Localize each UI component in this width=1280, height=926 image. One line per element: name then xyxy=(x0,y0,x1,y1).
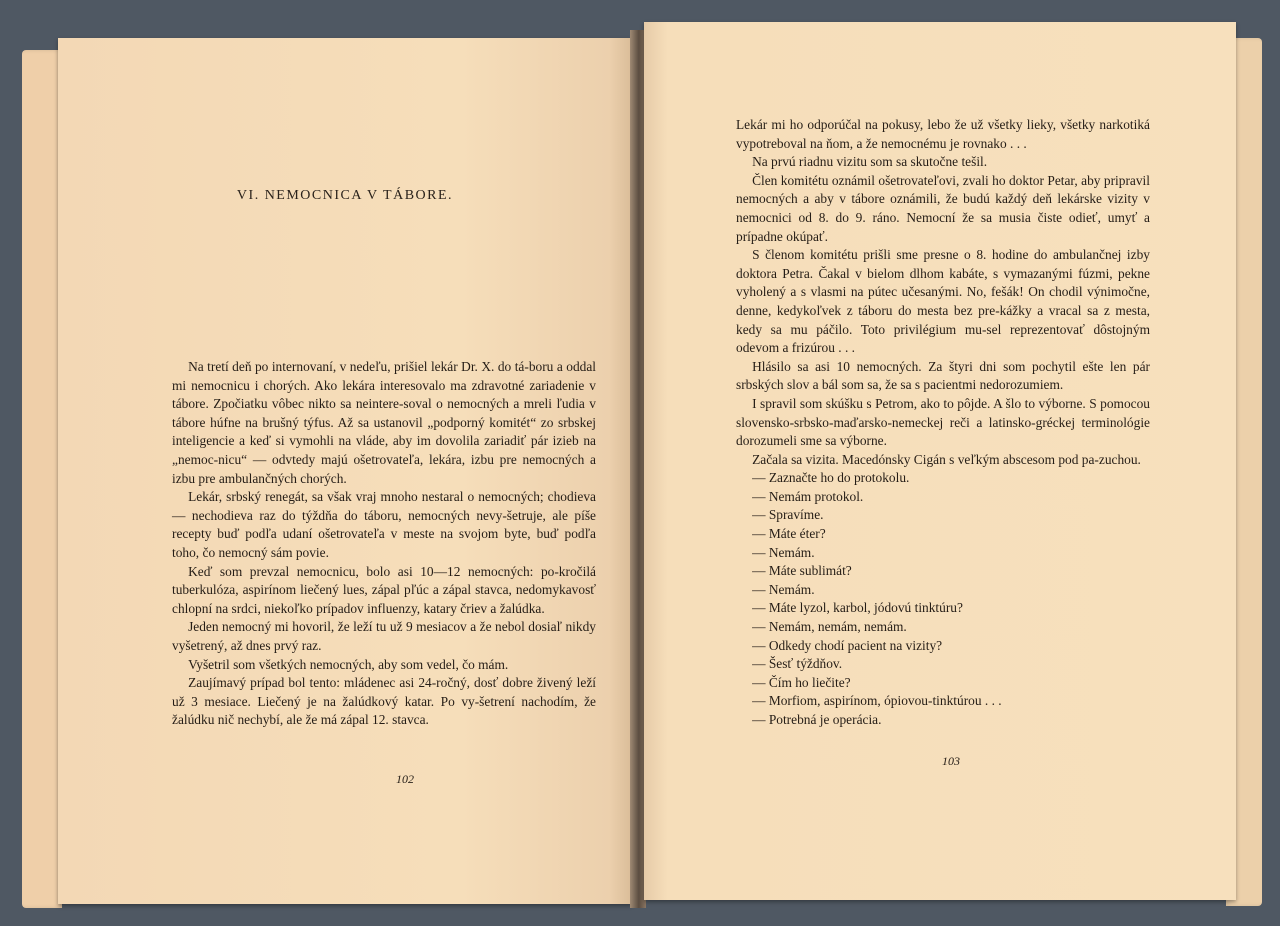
paragraph: Zaujímavý prípad bol tento: mládenec asi 24-ročný, dosť dobre živený leží už 3 mesiace. Liečený je na žalúdkový katar. Po vy-šetrení nachodím, že žalúdku nič nechybí, ale že má zápal 12. stavca. xyxy=(172,675,596,728)
left-page-text xyxy=(172,358,596,730)
page-number-right: 103 xyxy=(942,754,960,768)
dialog-line: — Nemám. xyxy=(752,544,815,560)
paragraph: Keď som prevzal nemocnicu, bolo asi 10—12 nemocných: po-kročilá tuberkulóza, aspirínom liečený lues, zápal pľúc a zápal stavca, nedomykavosť chlopní na srdci, niekoľko prípadov influenzy, katary čriev a žalúdka. xyxy=(172,563,596,616)
paragraph: Začala sa vizita. Macedónsky Cigán s veľkým abscesom pod pa-zuchou. xyxy=(752,451,1141,467)
page-number-left: 102 xyxy=(396,772,414,786)
dialog-line: — Morfiom, aspirínom, ópiovou-tinktúrou . . . xyxy=(752,693,1002,709)
left-page xyxy=(58,38,632,904)
paragraph: Na tretí deň po internovaní, v nedeľu, prišiel lekár Dr. X. do tá-boru a oddal mi nemocnicu i chorých. Ako lekára interesovalo ma zdravotné zariadenie v tábore. Zpočiatku vôbec nikto sa neintere-soval o nemocných a mreli ľudia v tábore húfne na brušný týfus. Až sa ustanovil „podporný komitét“ zo srbskej inteligencie a keď si vymohli na vláde, aby im dovolila zariadiť pár izieb na „nemoc-nicu“ — odvtedy majú ošetrovateľa, lekára, izbu pre nemocných a izbu pre ambulančných chorých. xyxy=(172,359,596,486)
dialog-line: — Nemám. xyxy=(752,581,815,597)
chapter-title: VI. NEMOCNICA V TÁBORE. xyxy=(236,188,454,203)
dialog-line: — Máte lyzol, karbol, jódovú tinktúru? xyxy=(752,600,963,616)
paragraph: I spravil som skúšku s Petrom, ako to pôjde. A šlo to výborne. S pomocou slovensko-srbsko-maďarsko-nemeckej reči a latinsko-gréckej terminológie dorozumeli sme sa výborne. xyxy=(736,395,1150,449)
dialog-line: — Čím ho liečite? xyxy=(752,674,851,690)
dialog-line: — Šesť týždňov. xyxy=(752,656,843,672)
right-page xyxy=(644,22,1236,900)
dialog-line: — Máte éter? xyxy=(752,526,826,542)
paragraph: Člen komitétu oznámil ošetrovateľovi, zvali ho doktor Petar, aby pripravil nemocných a aby v tábore oznámili, že budú každý deň lekárske vizity v nemocnici od 8. do 9. ráno. Nemocní že sa musia čiste odieť, umyť a prípadne okúpať. xyxy=(736,172,1150,244)
paragraph: Jeden nemocný mi hovoril, že leží tu už 9 mesiacov a že nebol dosiaľ nikdy vyšetrený, až dnes prvý raz. xyxy=(172,619,596,653)
dialog-line: — Máte sublimát? xyxy=(752,563,852,579)
paragraph: S členom komitétu prišli sme presne o 8. hodine do ambulančnej izby doktora Petra. Čakal v bielom dlhom kabáte, s vymazanými fúzmi, pekne vyholený a s vlasmi na pútec učesanými. No, fešák! On chodil výnimočne, denne, kedykoľvek z táboru do mesta bez pre-kážky a vracal sa z mesta, kedy sa mu páčilo. Toto privilégium mu-sel reprezentovať dôstojným odevom a frizúrou . . . xyxy=(736,247,1150,356)
right-page-text xyxy=(736,116,1150,730)
dialog-line: — Nemám, nemám, nemám. xyxy=(752,619,907,635)
paragraph: Na prvú riadnu vizitu som sa skutočne tešil. xyxy=(752,154,988,170)
open-book xyxy=(20,16,1264,912)
left-page-edges xyxy=(22,50,62,908)
paragraph: Lekár, srbský renegát, sa však vraj mnoho nestaral o nemocných; chodieva — nechodieva raz do týždňa do táboru, nemocných nevy-šetruje, ale píše recepty buď podľa udaní ošetrovateľa v meste na svojom byte, buď podľa toho, čo nemocný sám povie. xyxy=(172,489,596,560)
dialog-line: — Potrebná je operácia. xyxy=(752,712,882,727)
paragraph: Vyšetril som všetkých nemocných, aby som vedel, čo mám. xyxy=(188,656,509,672)
dialog-line: — Spravíme. xyxy=(752,507,824,523)
dialog-line: — Nemám protokol. xyxy=(752,488,864,504)
paragraph: Lekár mi ho odporúčal na pokusy, lebo že už všetky lieky, všetky narkotiká vypotreboval na ňom, a že nemocnému je rovnako . . . xyxy=(736,117,1150,151)
dialog-line: — Odkedy chodí pacient na vizity? xyxy=(752,637,943,653)
dialog-line: — Zaznačte ho do protokolu. xyxy=(752,470,910,486)
paragraph: Hlásilo sa asi 10 nemocných. Za štyri dni som pochytil ešte len pár srbských slov a bál som sa, že sa s pacientmi nedorozumiem. xyxy=(736,358,1150,393)
